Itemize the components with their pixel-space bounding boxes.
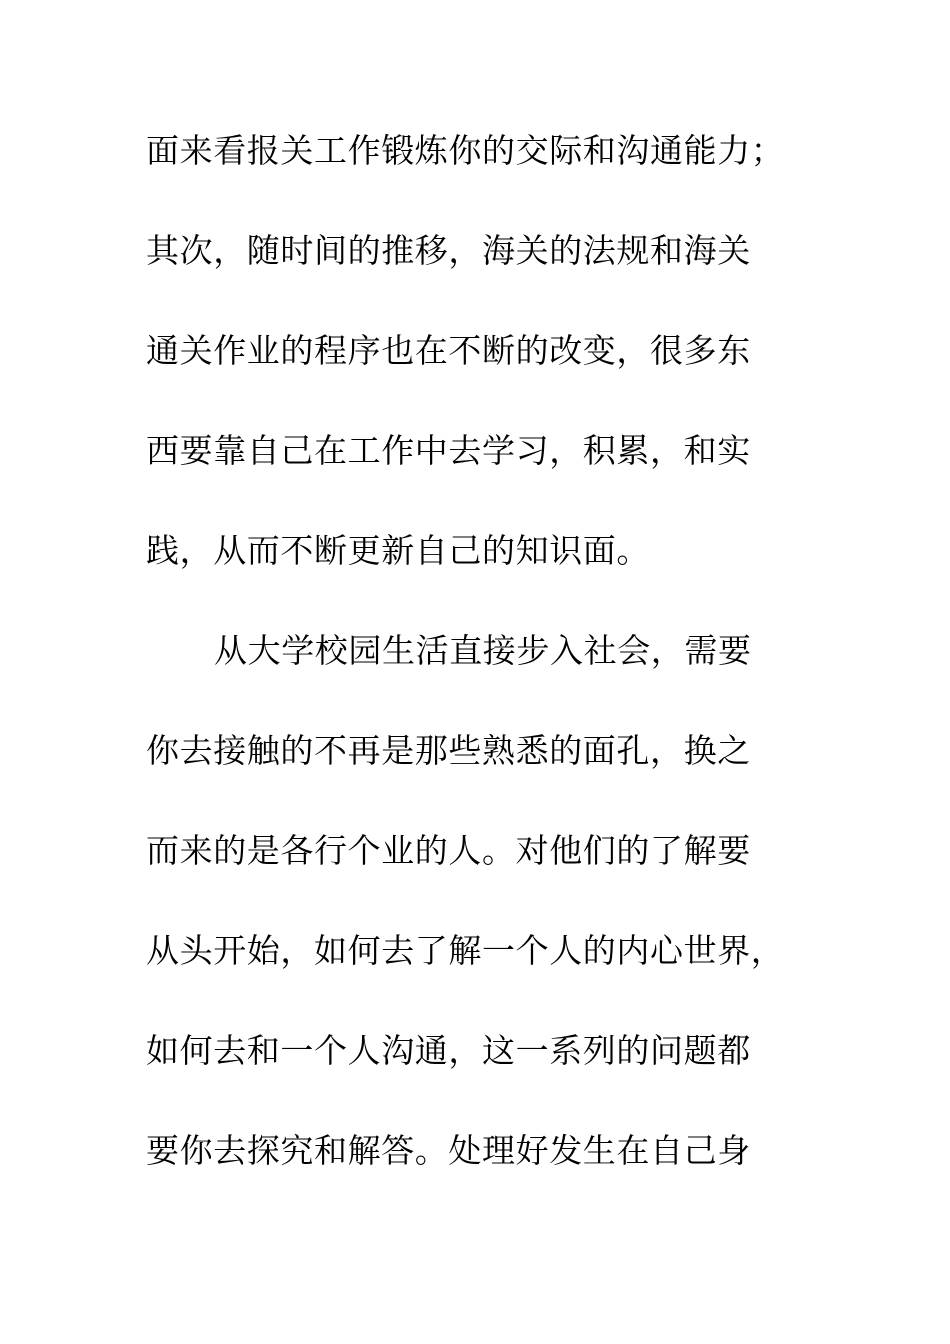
text-line-6-paragraph-start: 从大学校园生活直接步入社会，需要 [214, 631, 752, 670]
text-line-5: 践，从而不断更新自己的知识面。 [146, 531, 650, 570]
text-line-9: 从头开始，如何去了解一个人的内心世界， [146, 931, 785, 970]
text-line-4: 西要靠自己在工作中去学习，积累，和实 [146, 431, 751, 470]
text-line-11: 要你去探究和解答。处理好发生在自己身 [146, 1131, 751, 1170]
body-text [146, 126, 806, 1226]
text-line-2: 其次，随时间的推移，海关的法规和海关 [146, 231, 751, 270]
text-line-1: 面来看报关工作锻炼你的交际和沟通能力； [146, 131, 785, 170]
text-line-8: 而来的是各行个业的人。对他们的了解要 [146, 831, 751, 870]
text-line-7: 你去接触的不再是那些熟悉的面孔，换之 [146, 731, 751, 770]
text-line-10: 如何去和一个人沟通，这一系列的问题都 [146, 1031, 751, 1070]
text-line-3: 通关作业的程序也在不断的改变，很多东 [146, 331, 751, 370]
